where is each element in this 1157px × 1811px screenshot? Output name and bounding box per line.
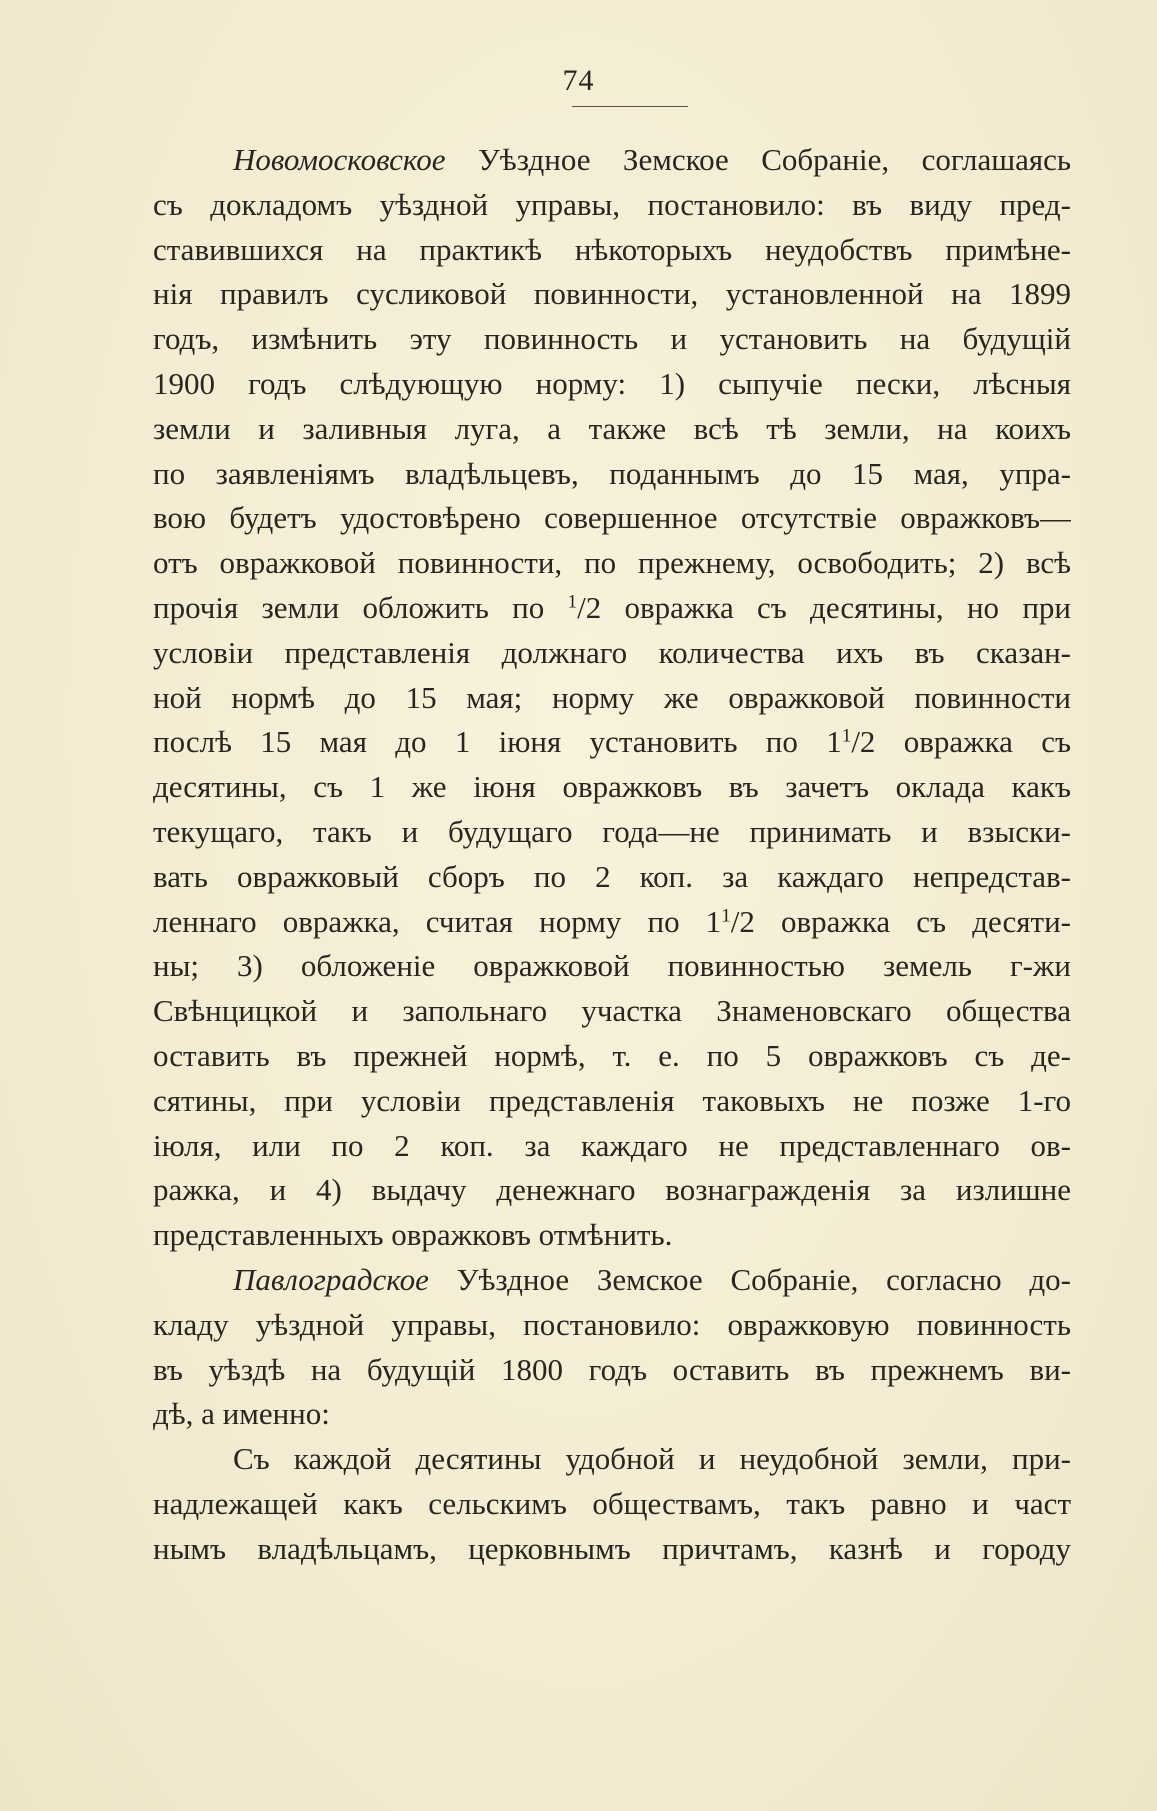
text-line: вою будетъ удостовѣрено совершенное отсутствіе овражковъ— (153, 500, 1071, 536)
page-number-rule (572, 106, 688, 107)
text-line: съ докладомъ уѣздной управы, постановило: въ виду пред- (153, 186, 1071, 222)
paragraph-novomoskovsk (153, 138, 1071, 1258)
place-name: Новомосковское (233, 142, 446, 177)
text-line: Съ каждой десятины удобной и неудобной земли, при- (233, 1441, 1071, 1477)
text-line: прочія земли обложить по $^1$/2 овражка съ десятины, но при (153, 589, 1071, 625)
place-name: Павлоградское (233, 1261, 429, 1297)
text-line: кладу уѣздной управы, постановило: овражковую повинность (153, 1306, 1071, 1342)
text-line: представленныхъ овражковъ отмѣнить. (153, 1217, 673, 1253)
text-line: десятины, съ 1 же іюня овражковъ въ зачетъ оклада какъ (153, 769, 1071, 805)
text-line: Свѣнцицкой и запольнаго участка Знаменовскаго общества (153, 993, 1071, 1029)
text-line: ставившихся на практикѣ нѣкоторыхъ неудобствъ примѣне- (153, 231, 1071, 267)
text-line: ны; 3) обложеніе овражковой повинностью земель г-жи (153, 948, 1071, 984)
text-line: нія правилъ сусликовой повинности, установленной на 1899 (153, 276, 1071, 312)
text-line: ражка, и 4) выдачу денежнаго вознагражденія за излишне (153, 1172, 1071, 1208)
text-line: 1900 годъ слѣдующую норму: 1) сыпучіе пески, лѣсныя (153, 365, 1071, 401)
body-text (153, 138, 1071, 1572)
text-line: годъ, измѣнить эту повинность и установить на будущій (153, 321, 1071, 357)
text-line: дѣ, а именно: (153, 1396, 330, 1432)
fraction-numerator: 1 (567, 591, 578, 613)
text-line: сятины, при условіи представленія таковыхъ не позже 1-го (153, 1082, 1071, 1118)
text-line: земли и заливныя луга, а также всѣ тѣ земли, на коихъ (153, 410, 1071, 446)
text-line: іюля, или по 2 коп. за каждаго не представленнаго ов- (153, 1127, 1071, 1163)
fraction-numerator: 1 (721, 904, 731, 926)
text-line: нымъ владѣльцамъ, церковнымъ причтамъ, казнѣ и городу (153, 1530, 1071, 1566)
text-line: оставить въ прежней нормѣ, т. е. по 5 овражковъ съ де- (153, 1037, 1071, 1073)
text-line: ной нормѣ до 15 мая; норму же овражковой повинности (153, 679, 1071, 715)
text-line: Павлоградское Уѣздное Земское Собраніе, согласно до- (233, 1261, 1071, 1297)
fraction-numerator: 1 (841, 725, 852, 747)
text-line: текущаго, такъ и будущаго года—не принимать и взыски- (153, 813, 1071, 849)
text-line: вать овражковый сборъ по 2 коп. за каждаго непредстав- (153, 858, 1071, 894)
text-line: отъ овражковой повинности, по прежнему, освободить; 2) всѣ (153, 545, 1071, 581)
text-line: надлежащей какъ сельскимъ обществамъ, такъ равно и част (153, 1485, 1071, 1521)
text-line: послѣ 15 мая до 1 іюня установить по $1^1/2$ овражка съ (153, 724, 1071, 760)
paragraph-each-desyatina (153, 1437, 1071, 1571)
text-line: условіи представленія должнаго количества ихъ въ сказан- (153, 634, 1071, 670)
paragraph-pavlograd (153, 1258, 1071, 1437)
text-line: Новомосковское Уѣздное Земское Собраніе, соглашаясь (233, 142, 1071, 177)
text-line: по заявленіямъ владѣльцевъ, поданнымъ до 15 мая, упра- (153, 455, 1071, 491)
page-number: 74 (562, 64, 595, 97)
text-line: въ уѣздѣ на будущій 1800 годъ оставить въ прежнемъ ви- (153, 1351, 1071, 1387)
text-line: леннаго овражка, считая норму по $1^1/2$ овражка съ десяти- (153, 903, 1071, 939)
